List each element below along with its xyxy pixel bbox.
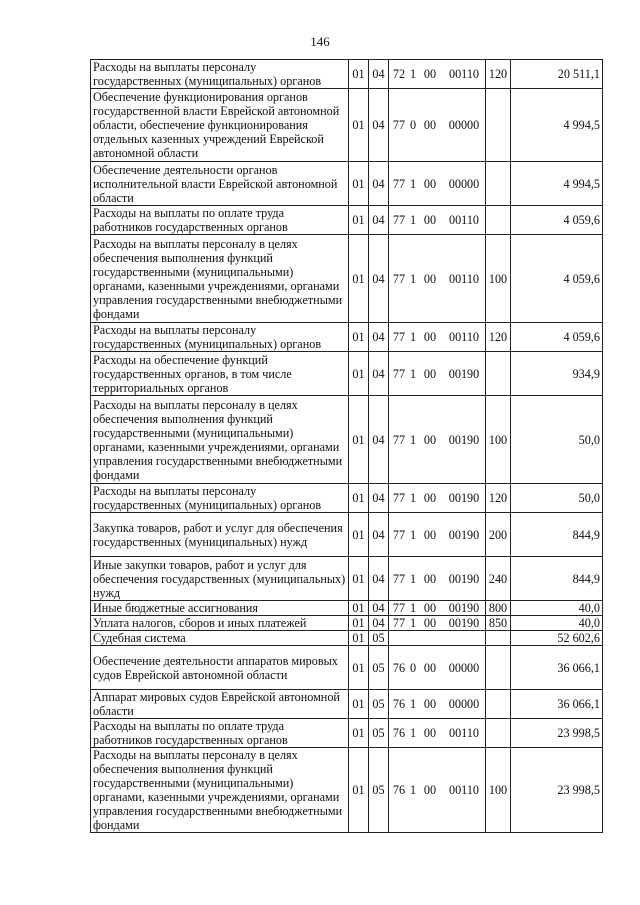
target-article-part: 00000	[448, 660, 480, 675]
target-article-part: 00190	[448, 616, 480, 630]
expense-type-code	[486, 719, 511, 748]
table-row	[91, 616, 603, 631]
target-article-code	[389, 601, 486, 616]
target-article-part: 00	[423, 366, 437, 381]
amount: 50,0	[511, 396, 603, 484]
amount: 4 994,5	[511, 89, 603, 162]
subsection-code: 04	[369, 235, 389, 323]
expense-type-code	[486, 690, 511, 719]
table-row	[91, 352, 603, 396]
amount: 36 066,1	[511, 690, 603, 719]
subsection-code: 04	[369, 396, 389, 484]
section-code: 01	[349, 484, 369, 513]
subsection-code: 04	[369, 162, 389, 206]
subsection-code: 04	[369, 513, 389, 557]
target-article-part: 00110	[448, 330, 480, 344]
target-article-part: 77	[392, 176, 406, 191]
target-article-code	[389, 396, 486, 484]
target-article-part: 00	[423, 601, 437, 615]
table-row	[91, 748, 603, 833]
expense-type-code	[486, 646, 511, 690]
expense-type-code: 800	[486, 601, 511, 616]
table-row	[91, 60, 603, 89]
section-code: 01	[349, 748, 369, 833]
target-article-part: 00110	[448, 67, 480, 81]
table-row	[91, 396, 603, 484]
target-article-part: 00110	[448, 726, 480, 740]
amount: 4 994,5	[511, 162, 603, 206]
target-article-part: 00	[423, 271, 437, 286]
section-code: 01	[349, 352, 369, 396]
target-article-part: 76	[392, 783, 406, 797]
target-article-code	[389, 162, 486, 206]
target-article-part: 77	[392, 432, 406, 447]
row-name: Обеспечение функционирования органов государственной власти Еврейской автономной области, обеспечение функционирования отдельных казенных учреждений Еврейской автономной области	[91, 89, 349, 162]
target-article-part: 1	[409, 491, 417, 505]
table-row	[91, 719, 603, 748]
target-article-part: 77	[392, 491, 406, 505]
table-row	[91, 235, 603, 323]
expense-type-code: 240	[486, 557, 511, 601]
row-name: Расходы на выплаты персоналу в целях обеспечения выполнения функций государственными (муниципальными) органами, казенными учреждениями, органами управления государственными внебюджетными фондами	[91, 748, 349, 833]
target-article-part: 00	[423, 213, 437, 227]
amount: 23 998,5	[511, 748, 603, 833]
target-article-part: 00190	[448, 491, 480, 505]
target-article-code	[389, 557, 486, 601]
target-article-part: 00110	[448, 783, 480, 797]
target-article-part: 1	[409, 432, 417, 447]
target-article-part: 77	[392, 601, 406, 615]
target-article-code	[389, 235, 486, 323]
target-article-part: 1	[409, 726, 417, 740]
target-article-part: 1	[409, 366, 417, 381]
target-article-part: 00110	[448, 213, 480, 227]
target-article-code	[389, 631, 486, 646]
subsection-code: 04	[369, 484, 389, 513]
row-name: Расходы на выплаты персоналу государственных (муниципальных) органов	[91, 484, 349, 513]
row-name: Обеспечение деятельности органов исполнительной власти Еврейской автономной области	[91, 162, 349, 206]
table-row	[91, 631, 603, 646]
subsection-code: 05	[369, 631, 389, 646]
budget-table-body	[91, 60, 603, 833]
table-row	[91, 206, 603, 235]
target-article-part: 0	[409, 118, 417, 132]
section-code: 01	[349, 60, 369, 89]
table-row	[91, 89, 603, 162]
expense-type-code: 200	[486, 513, 511, 557]
table-row	[91, 557, 603, 601]
target-article-part: 00	[423, 527, 437, 542]
target-article-part: 1	[409, 616, 417, 630]
expense-type-code: 100	[486, 235, 511, 323]
target-article-part: 00190	[448, 366, 480, 381]
subsection-code: 04	[369, 601, 389, 616]
subsection-code: 04	[369, 206, 389, 235]
row-name: Расходы на выплаты персоналу в целях обеспечения выполнения функций государственными (муниципальными) органами, казенными учреждениями, органами управления государственными внебюджетными фондами	[91, 235, 349, 323]
target-article-part: 00	[423, 697, 437, 711]
row-name: Аппарат мировых судов Еврейской автономной области	[91, 690, 349, 719]
subsection-code: 05	[369, 646, 389, 690]
subsection-code: 04	[369, 89, 389, 162]
target-article-code	[389, 206, 486, 235]
target-article-part: 00	[423, 616, 437, 630]
expense-type-code	[486, 352, 511, 396]
target-article-part: 00	[423, 432, 437, 447]
target-article-part: 00	[423, 726, 437, 740]
section-code: 01	[349, 557, 369, 601]
expense-type-code	[486, 206, 511, 235]
amount: 23 998,5	[511, 719, 603, 748]
target-article-part: 1	[409, 67, 417, 81]
row-name: Обеспечение деятельности аппаратов мировых судов Еврейской автономной области	[91, 646, 349, 690]
target-article-part: 1	[409, 527, 417, 542]
section-code: 01	[349, 206, 369, 235]
target-article-part: 1	[409, 213, 417, 227]
amount: 4 059,6	[511, 323, 603, 352]
row-name: Уплата налогов, сборов и иных платежей	[91, 616, 349, 631]
target-article-part: 77	[392, 616, 406, 630]
table-row	[91, 484, 603, 513]
target-article-code	[389, 484, 486, 513]
expense-type-code: 100	[486, 748, 511, 833]
row-name: Иные закупки товаров, работ и услуг для обеспечения государственных (муниципальных) нужд	[91, 557, 349, 601]
amount: 844,9	[511, 513, 603, 557]
amount: 52 602,6	[511, 631, 603, 646]
row-name: Расходы на обеспечение функций государственных органов, в том числе территориальных органов	[91, 352, 349, 396]
section-code: 01	[349, 396, 369, 484]
target-article-part: 00000	[448, 118, 480, 132]
target-article-part: 1	[409, 697, 417, 711]
target-article-part: 76	[392, 697, 406, 711]
section-code: 01	[349, 690, 369, 719]
section-code: 01	[349, 616, 369, 631]
section-code: 01	[349, 631, 369, 646]
target-article-part: 77	[392, 366, 406, 381]
target-article-part: 1	[409, 330, 417, 344]
section-code: 01	[349, 323, 369, 352]
target-article-code	[389, 513, 486, 557]
expense-type-code: 100	[486, 396, 511, 484]
amount: 50,0	[511, 484, 603, 513]
subsection-code: 05	[369, 719, 389, 748]
target-article-code	[389, 719, 486, 748]
target-article-part: 1	[409, 571, 417, 586]
target-article-part: 00190	[448, 571, 480, 586]
subsection-code: 05	[369, 748, 389, 833]
target-article-part: 76	[392, 660, 406, 675]
row-name: Иные бюджетные ассигнования	[91, 601, 349, 616]
target-article-part: 00190	[448, 601, 480, 615]
section-code: 01	[349, 89, 369, 162]
amount: 4 059,6	[511, 235, 603, 323]
target-article-code	[389, 616, 486, 631]
page-number: 146	[310, 34, 330, 49]
expense-type-code	[486, 162, 511, 206]
subsection-code: 04	[369, 616, 389, 631]
row-name: Расходы на выплаты персоналу государственных (муниципальных) органов	[91, 323, 349, 352]
target-article-code	[389, 352, 486, 396]
target-article-part: 1	[409, 601, 417, 615]
subsection-code: 04	[369, 352, 389, 396]
target-article-part: 77	[392, 330, 406, 344]
amount: 934,9	[511, 352, 603, 396]
subsection-code: 05	[369, 690, 389, 719]
target-article-code	[389, 323, 486, 352]
target-article-part: 00190	[448, 432, 480, 447]
target-article-code	[389, 748, 486, 833]
target-article-part: 72	[392, 67, 406, 81]
target-article-part: 00	[423, 330, 437, 344]
section-code: 01	[349, 646, 369, 690]
target-article-part: 00	[423, 176, 437, 191]
amount: 40,0	[511, 601, 603, 616]
subsection-code: 04	[369, 557, 389, 601]
section-code: 01	[349, 513, 369, 557]
table-row	[91, 162, 603, 206]
target-article-part: 77	[392, 571, 406, 586]
table-row	[91, 601, 603, 616]
target-article-code	[389, 646, 486, 690]
row-name: Расходы на выплаты персоналу государственных (муниципальных) органов	[91, 60, 349, 89]
amount: 20 511,1	[511, 60, 603, 89]
target-article-code	[389, 89, 486, 162]
target-article-part: 77	[392, 271, 406, 286]
target-article-part: 00	[423, 571, 437, 586]
target-article-part: 1	[409, 176, 417, 191]
target-article-part: 1	[409, 271, 417, 286]
target-article-part: 77	[392, 527, 406, 542]
table-row	[91, 690, 603, 719]
target-article-part: 00190	[448, 527, 480, 542]
amount: 40,0	[511, 616, 603, 631]
target-article-part: 76	[392, 726, 406, 740]
row-name: Судебная система	[91, 631, 349, 646]
table-row	[91, 513, 603, 557]
expense-type-code	[486, 631, 511, 646]
section-code: 01	[349, 601, 369, 616]
expense-type-code	[486, 89, 511, 162]
amount: 844,9	[511, 557, 603, 601]
expense-type-code: 850	[486, 616, 511, 631]
row-name: Расходы на выплаты персоналу в целях обеспечения выполнения функций государственными (муниципальными) органами, казенными учреждениями, органами управления государственными внебюджетными фондами	[91, 396, 349, 484]
target-article-part: 00	[423, 491, 437, 505]
row-name: Расходы на выплаты по оплате труда работников государственных органов	[91, 206, 349, 235]
row-name: Расходы на выплаты по оплате труда работников государственных органов	[91, 719, 349, 748]
target-article-part: 00	[423, 118, 437, 132]
target-article-part: 00000	[448, 697, 480, 711]
target-article-part: 00	[423, 783, 437, 797]
subsection-code: 04	[369, 60, 389, 89]
target-article-part: 77	[392, 118, 406, 132]
target-article-part: 00	[423, 660, 437, 675]
target-article-part: 77	[392, 213, 406, 227]
expense-type-code: 120	[486, 323, 511, 352]
target-article-part: 00110	[448, 271, 480, 286]
section-code: 01	[349, 162, 369, 206]
expense-type-code: 120	[486, 60, 511, 89]
subsection-code: 04	[369, 323, 389, 352]
target-article-code	[389, 60, 486, 89]
expense-type-code: 120	[486, 484, 511, 513]
target-article-part: 1	[409, 783, 417, 797]
target-article-part: 00000	[448, 176, 480, 191]
target-article-part: 0	[409, 660, 417, 675]
amount: 36 066,1	[511, 646, 603, 690]
section-code: 01	[349, 719, 369, 748]
table-row	[91, 646, 603, 690]
target-article-code	[389, 690, 486, 719]
amount: 4 059,6	[511, 206, 603, 235]
table-row	[91, 323, 603, 352]
row-name: Закупка товаров, работ и услуг для обеспечения государственных (муниципальных) нужд	[91, 513, 349, 557]
target-article-part: 00	[423, 67, 437, 81]
section-code: 01	[349, 235, 369, 323]
budget-table	[90, 59, 603, 833]
